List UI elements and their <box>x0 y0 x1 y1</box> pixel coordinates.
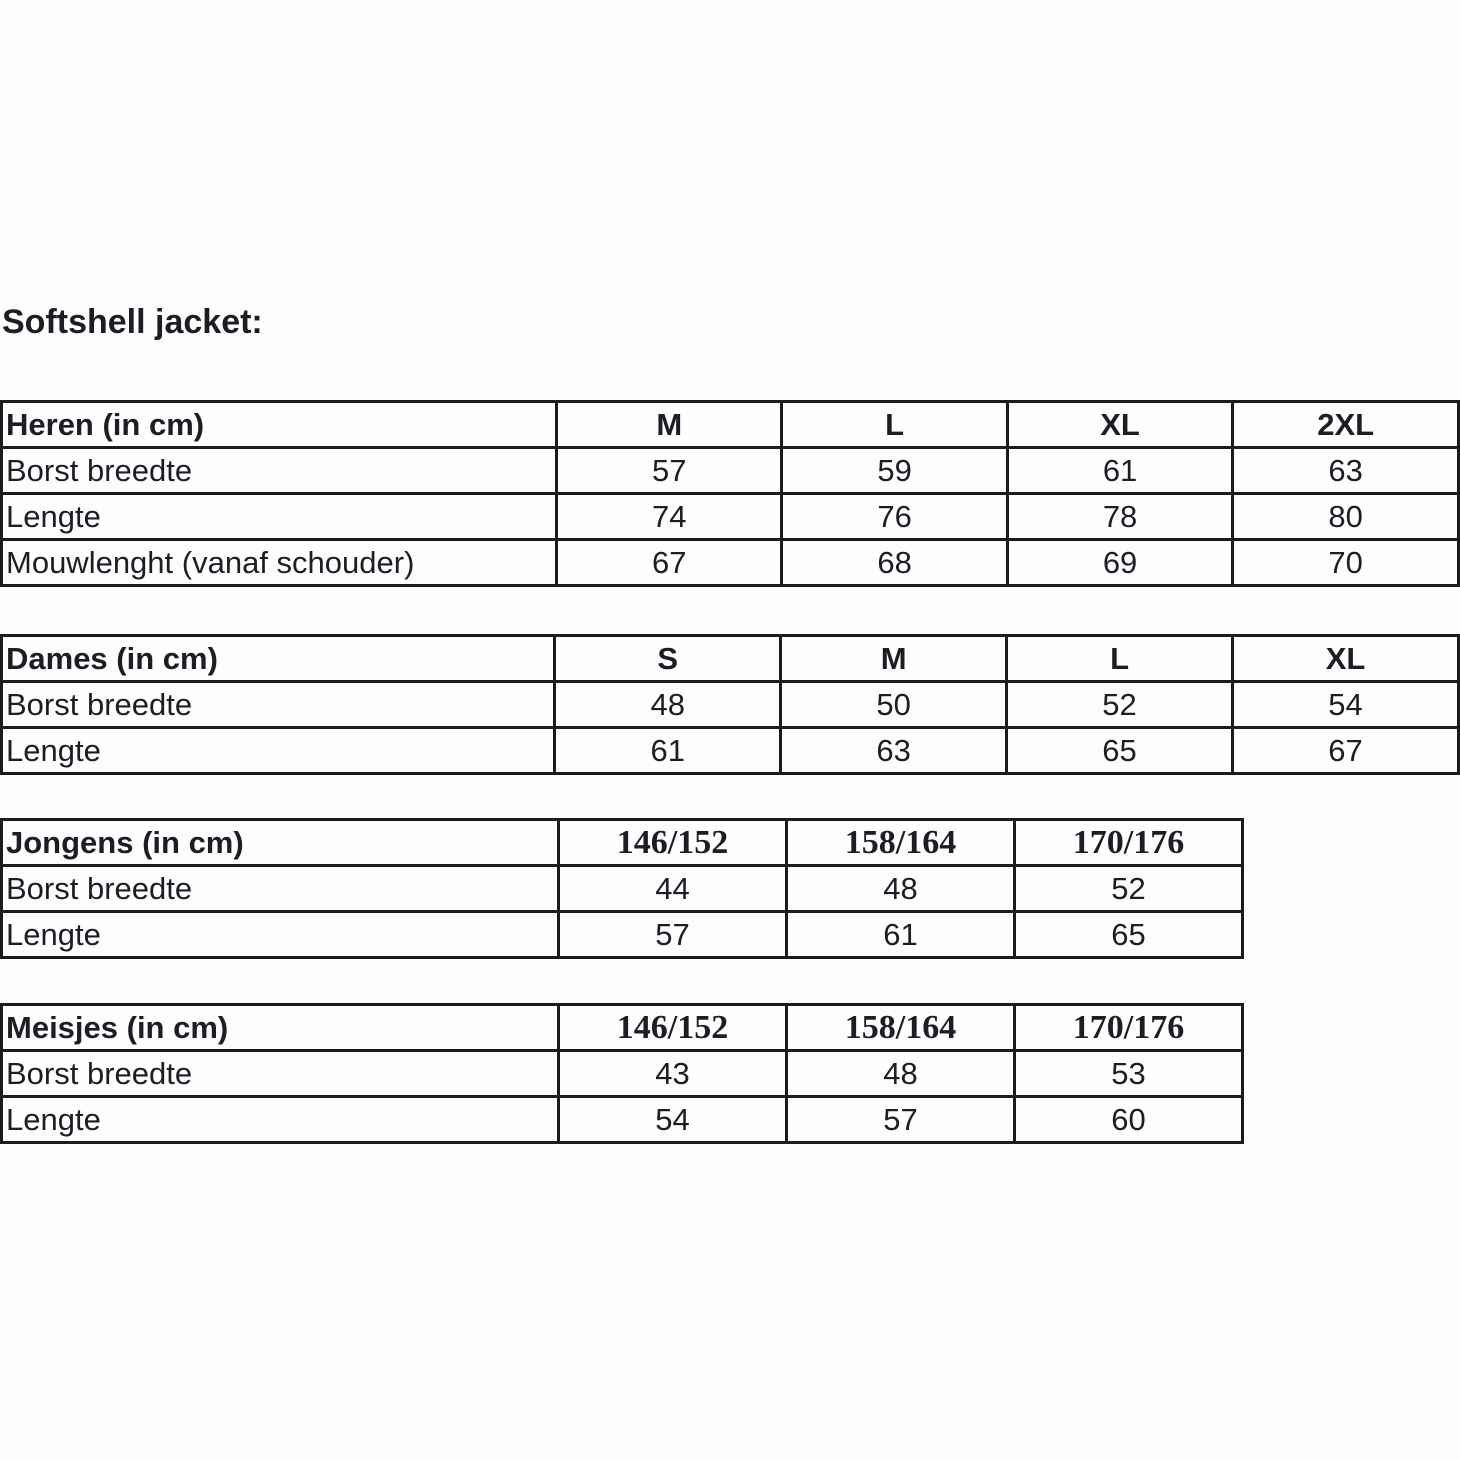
value-cell: 50 <box>781 682 1007 728</box>
size-table-1 <box>0 634 1460 775</box>
value-cell: 53 <box>1015 1051 1243 1097</box>
table-row <box>2 1051 1243 1097</box>
row-label-cell: Lengte <box>2 728 555 774</box>
size-header-cell: 170/176 <box>1015 1005 1243 1051</box>
size-header-cell: 170/176 <box>1015 820 1243 866</box>
value-cell: 59 <box>782 448 1007 494</box>
value-cell: 67 <box>1233 728 1459 774</box>
value-cell: 76 <box>782 494 1007 540</box>
value-cell: 48 <box>787 866 1015 912</box>
size-header-cell: L <box>1007 636 1233 682</box>
row-label-cell: Borst breedte <box>2 682 555 728</box>
page-title: Softshell jacket: <box>2 303 263 341</box>
row-label-cell: Lengte <box>2 1097 559 1143</box>
row-label-cell: Lengte <box>2 912 559 958</box>
table-title-cell: Jongens (in cm) <box>2 820 559 866</box>
row-label-cell: Borst breedte <box>2 866 559 912</box>
table-header-row <box>2 1005 1243 1051</box>
size-header-cell: 2XL <box>1233 402 1459 448</box>
value-cell: 65 <box>1015 912 1243 958</box>
value-cell: 57 <box>787 1097 1015 1143</box>
value-cell: 60 <box>1015 1097 1243 1143</box>
value-cell: 80 <box>1233 494 1459 540</box>
size-header-cell: XL <box>1007 402 1232 448</box>
size-table-2 <box>0 818 1244 959</box>
size-header-cell: 158/164 <box>787 1005 1015 1051</box>
row-label-cell: Mouwlenght (vanaf schouder) <box>2 540 557 586</box>
value-cell: 63 <box>781 728 1007 774</box>
size-header-cell: M <box>557 402 782 448</box>
size-header-cell: L <box>782 402 1007 448</box>
table-row <box>2 540 1459 586</box>
value-cell: 57 <box>557 448 782 494</box>
size-table-0 <box>0 400 1460 587</box>
row-label-cell: Borst breedte <box>2 448 557 494</box>
value-cell: 69 <box>1007 540 1232 586</box>
table-title-cell: Meisjes (in cm) <box>2 1005 559 1051</box>
value-cell: 68 <box>782 540 1007 586</box>
value-cell: 54 <box>1233 682 1459 728</box>
value-cell: 48 <box>787 1051 1015 1097</box>
table-title-cell: Heren (in cm) <box>2 402 557 448</box>
row-label-cell: Borst breedte <box>2 1051 559 1097</box>
value-cell: 43 <box>559 1051 787 1097</box>
value-cell: 54 <box>559 1097 787 1143</box>
table-row <box>2 866 1243 912</box>
table-header-row <box>2 820 1243 866</box>
value-cell: 52 <box>1007 682 1233 728</box>
table-header-row <box>2 636 1459 682</box>
value-cell: 65 <box>1007 728 1233 774</box>
table-row <box>2 1097 1243 1143</box>
value-cell: 52 <box>1015 866 1243 912</box>
value-cell: 67 <box>557 540 782 586</box>
value-cell: 44 <box>559 866 787 912</box>
value-cell: 63 <box>1233 448 1459 494</box>
value-cell: 61 <box>787 912 1015 958</box>
size-header-cell: M <box>781 636 1007 682</box>
table-row <box>2 912 1243 958</box>
size-header-cell: 146/152 <box>559 820 787 866</box>
table-row <box>2 448 1459 494</box>
table-row <box>2 682 1459 728</box>
row-label-cell: Lengte <box>2 494 557 540</box>
value-cell: 48 <box>555 682 781 728</box>
value-cell: 78 <box>1007 494 1232 540</box>
table-title-cell: Dames (in cm) <box>2 636 555 682</box>
size-header-cell: XL <box>1233 636 1459 682</box>
size-header-cell: 158/164 <box>787 820 1015 866</box>
value-cell: 74 <box>557 494 782 540</box>
size-header-cell: S <box>555 636 781 682</box>
size-table-3 <box>0 1003 1244 1144</box>
table-header-row <box>2 402 1459 448</box>
table-row <box>2 728 1459 774</box>
value-cell: 61 <box>1007 448 1232 494</box>
value-cell: 61 <box>555 728 781 774</box>
value-cell: 70 <box>1233 540 1459 586</box>
value-cell: 57 <box>559 912 787 958</box>
table-row <box>2 494 1459 540</box>
size-header-cell: 146/152 <box>559 1005 787 1051</box>
